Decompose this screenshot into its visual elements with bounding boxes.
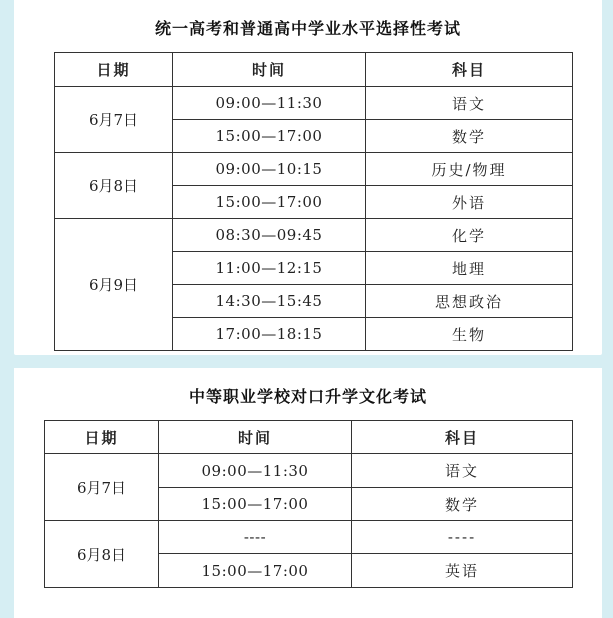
time-cell: 15:00—17:00 <box>159 554 352 588</box>
date-cell: 6月9日 <box>55 219 173 351</box>
subject-cell: 外语 <box>366 186 573 219</box>
header-subject: 科目 <box>366 53 573 87</box>
header-time: 时间 <box>173 53 366 87</box>
header-time: 时间 <box>159 421 352 454</box>
section-title: 中等职业学校对口升学文化考试 <box>188 387 427 406</box>
time-cell: 09:00—10:15 <box>173 153 366 186</box>
subject-cell: ---- <box>352 521 573 554</box>
time-cell: 14:30—15:45 <box>173 285 366 318</box>
date-cell: 6月7日 <box>55 87 173 153</box>
subject-cell: 历史/物理 <box>366 153 573 186</box>
time-cell: 11:00—12:15 <box>173 252 366 285</box>
date-cell: 6月7日 <box>45 454 159 521</box>
time-cell: 15:00—17:00 <box>173 120 366 153</box>
section-title: 统一高考和普通高中学业水平选择性考试 <box>154 19 461 38</box>
subject-cell: 思想政治 <box>366 285 573 318</box>
time-cell: 09:00—11:30 <box>173 87 366 120</box>
subject-cell: 英语 <box>352 554 573 588</box>
date-cell: 6月8日 <box>55 153 173 219</box>
subject-cell: 数学 <box>352 488 573 521</box>
section-vocational <box>14 368 602 618</box>
table-row <box>55 219 573 252</box>
subject-cell: 语文 <box>366 87 573 120</box>
table-row <box>55 87 573 120</box>
subject-cell: 数学 <box>366 120 573 153</box>
table-row <box>55 153 573 186</box>
table-row <box>45 521 573 554</box>
date-cell: 6月8日 <box>45 521 159 588</box>
time-cell: ---- <box>159 521 352 554</box>
header-subject: 科目 <box>352 421 573 454</box>
table-row <box>45 454 573 488</box>
table-header-row <box>45 421 573 454</box>
subject-cell: 化学 <box>366 219 573 252</box>
subject-cell: 生物 <box>366 318 573 351</box>
header-date: 日期 <box>45 421 159 454</box>
time-cell: 15:00—17:00 <box>159 488 352 521</box>
time-cell: 08:30—09:45 <box>173 219 366 252</box>
schedule-table <box>54 52 573 351</box>
subject-cell: 语文 <box>352 454 573 488</box>
section-gaokao <box>14 0 602 355</box>
header-date: 日期 <box>55 53 173 87</box>
time-cell: 17:00—18:15 <box>173 318 366 351</box>
table-header-row <box>55 53 573 87</box>
schedule-table <box>44 420 573 588</box>
time-cell: 09:00—11:30 <box>159 454 352 488</box>
subject-cell: 地理 <box>366 252 573 285</box>
time-cell: 15:00—17:00 <box>173 186 366 219</box>
